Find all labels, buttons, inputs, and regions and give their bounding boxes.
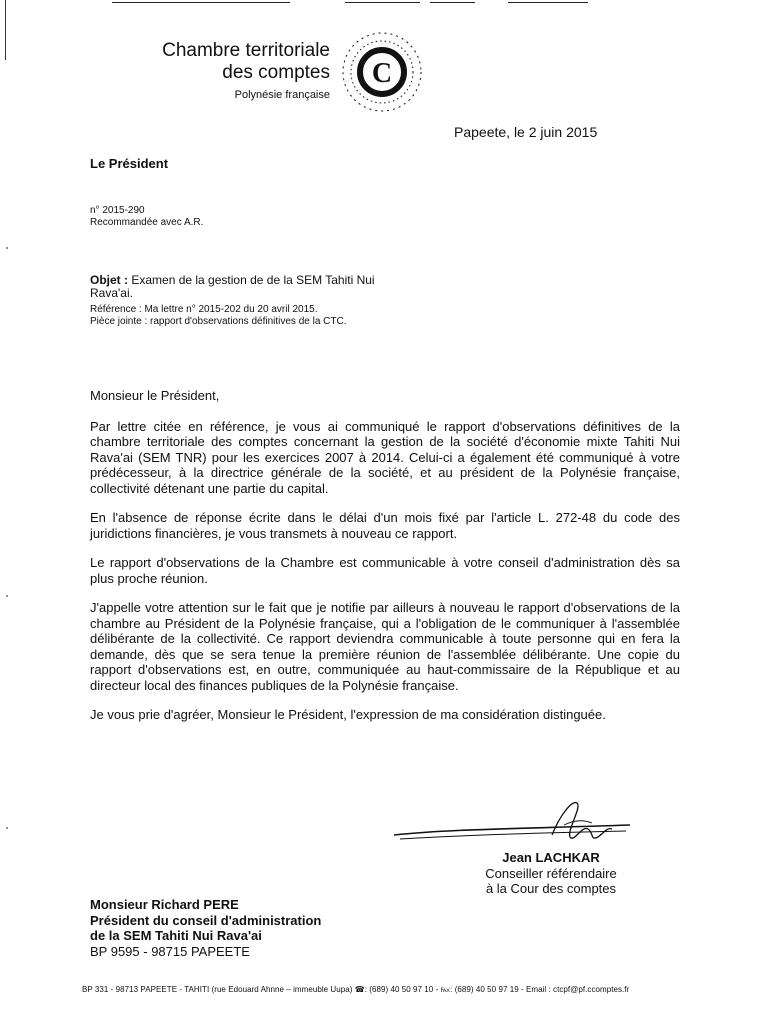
subject-label: Objet : — [90, 273, 128, 287]
org-region: Polynésie française — [234, 89, 330, 101]
signatory-title: à la Cour des comptes — [485, 881, 617, 896]
body-paragraph: Le rapport d'observations de la Chambre est communicable à votre conseil d'administration dès sa plus proche réunion. — [90, 555, 680, 586]
scan-edge-line — [5, 0, 6, 60]
scan-line — [345, 2, 420, 3]
scan-speck — [6, 247, 8, 249]
date-line: Papeete, le 2 juin 2015 — [454, 124, 598, 140]
logo-letter: C — [371, 58, 393, 89]
body-paragraph: En l'absence de réponse écrite dans le délai d'un mois fixé par l'article L. 272-48 du code des juridictions financières, je vous transmets à nouveau ce rapport. — [90, 510, 680, 541]
ctc-seal-logo — [340, 30, 424, 114]
scan-line — [112, 2, 290, 3]
recipient-position: Président du conseil d'administration — [90, 912, 322, 928]
subject-line — [90, 274, 390, 300]
signatory-block — [478, 850, 624, 897]
delivery-mode: Recommandée avec A.R. — [90, 217, 204, 228]
body-paragraph: J'appelle votre attention sur le fait que je notifie par ailleurs à nouveau le rapport d'observations de la chambre au Président de la Polynésie française, qui a l'obligation de le communiquer à l'assemblée délibérante de la collectivité. Ce rapport deviendra communicable à toute personne qui en fera la demande, dès que se sera tenue la première réunion de l'assemblée délibérante. Une copie du rapport d'observations est, en outre, communiquée au haut-commissaire de la République et au directeur local des finances publiques de la Polynésie française. — [90, 600, 680, 693]
scan-line — [508, 2, 588, 3]
scan-speck — [6, 595, 8, 597]
subject-block — [90, 274, 390, 327]
signatory-title: Conseiller référendaire — [485, 865, 617, 881]
scan-line — [430, 2, 475, 3]
recipient-organization: de la SEM Tahiti Nui Rava'ai — [90, 928, 262, 943]
scan-speck — [6, 827, 8, 829]
signatory-name: Jean LACHKAR — [502, 850, 600, 865]
closing-paragraph: Je vous prie d'agréer, Monsieur le Président, l'expression de ma considération distinguée. — [90, 707, 606, 722]
body-paragraph: Par lettre citée en référence, je vous ai communiqué le rapport d'observations définitives de la chambre territoriale des comptes concernant la gestion de la société d'économie mixte Tahiti Nui Rava'ai (SEM TNR) pour les exercices 2007 à 2014. Celui-ci a également été communiqué à votre prédécesseur, à la directrice générale de la société, et au président de la Polynésie française, collectivité détenant une partie du capital. — [90, 418, 680, 496]
salutation: Monsieur le Président, — [90, 388, 220, 403]
letter-number: n° 2015-290 — [90, 205, 145, 216]
org-name-line1: Chambre territoriale — [162, 40, 330, 61]
org-name-line2: des comptes — [222, 62, 330, 83]
sender-title: Le Président — [90, 156, 169, 171]
reference-block — [90, 205, 203, 229]
recipient-postal: BP 9595 - 98715 PAPEETE — [90, 943, 250, 959]
recipient-address — [90, 897, 321, 959]
subject-attachment: Pièce jointe : rapport d'observations définitives de la CTC. — [90, 316, 347, 327]
handwritten-signature — [392, 795, 632, 855]
recipient-name: Monsieur Richard PERE — [90, 897, 239, 912]
subject-reference: Référence : Ma lettre n° 2015-202 du 20 avril 2015. — [90, 304, 318, 315]
letter-body — [90, 388, 680, 737]
footer-contact: BP 331 - 98713 PAPEETE - TAHITI (rue Edouard Ahnne – immeuble Uupa) ☎: (689) 40 50 97 10 - ℻: (689) 40 50 97 19 - Email : ctcpf@pf.ccomptes.fr — [82, 985, 630, 994]
subject-text: Examen de la gestion de de la SEM Tahiti Nui Rava'ai. — [90, 273, 375, 300]
